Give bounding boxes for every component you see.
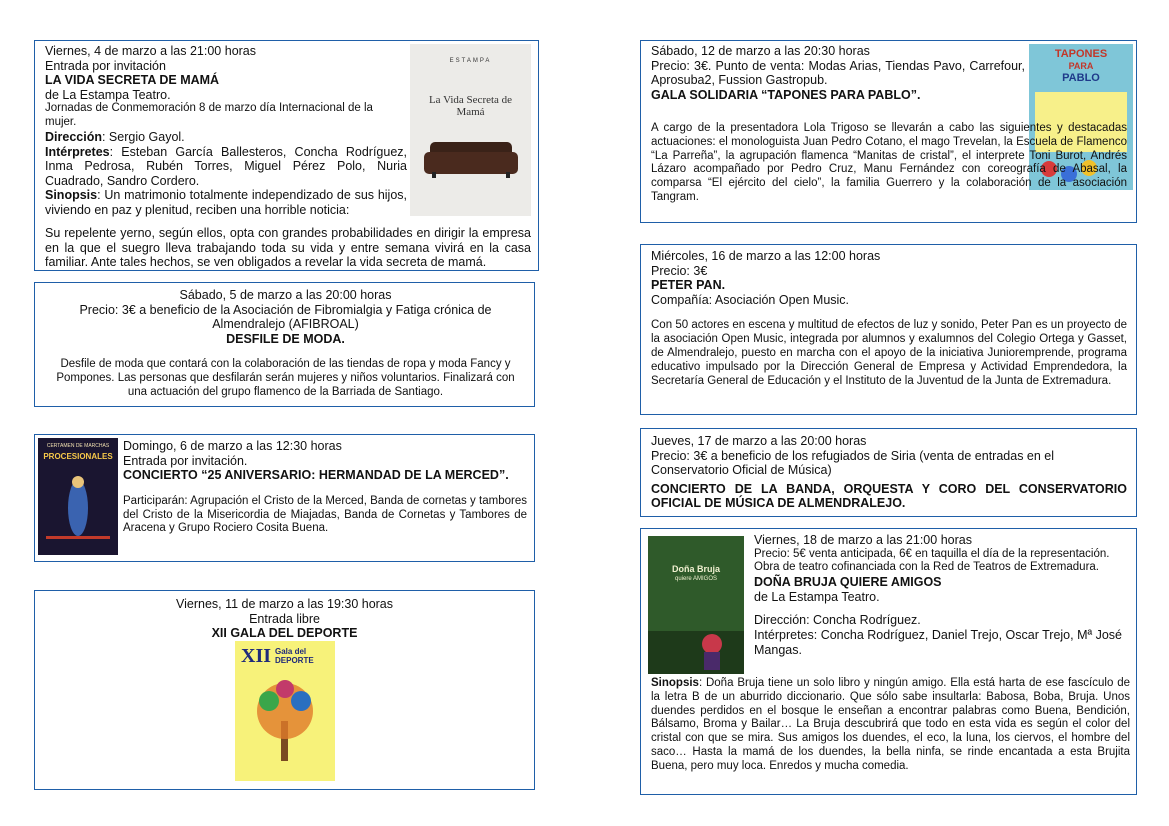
event-title: DESFILE DE MODA. bbox=[226, 331, 345, 346]
tree-icon bbox=[235, 641, 335, 781]
event-note: Jornadas de Conmemoración 8 de marzo día Internacional de la mujer. bbox=[45, 102, 373, 129]
event-title: CONCIERTO “25 ANIVERSARIO: HERMANDAD DE LA MERCED”. bbox=[123, 468, 509, 483]
forest-icon bbox=[648, 536, 744, 674]
event-entry: Entrada por invitación bbox=[45, 58, 166, 73]
event-text bbox=[651, 249, 1127, 388]
event-text bbox=[123, 439, 527, 536]
event-title: DOÑA BRUJA QUIERE AMIGOS bbox=[754, 575, 942, 590]
poster-brand: ESTAMPA bbox=[449, 58, 492, 64]
event-director: Dirección: Sergio Gayol. bbox=[45, 129, 185, 144]
poster-top: CERTAMEN DE MARCHAS bbox=[46, 443, 110, 449]
event-card-gala-deporte bbox=[34, 590, 535, 790]
poster-procesionales bbox=[38, 438, 118, 555]
event-text bbox=[754, 533, 1130, 657]
event-cast: Intérpretes: Esteban García Ballesteros, Concha Rodríguez, Inma Pedrosa, Rubén Torres, Miguel Pérez Polo, Nuria Cuadrado, Sandro Cordero. bbox=[45, 144, 407, 188]
event-card-la-vida-secreta bbox=[34, 40, 539, 271]
event-title: LA VIDA SECRETA DE MAMÁ bbox=[45, 73, 220, 88]
event-title: CONCIERTO DE LA BANDA, ORQUESTA Y CORO DEL CONSERVATORIO OFICIAL DE MÚSICA DE ALMENDRALEJO. bbox=[651, 481, 1127, 511]
event-date: Domingo, 6 de marzo a las 12:30 horas bbox=[123, 439, 342, 453]
event-price: Precio: 3€. Punto de venta: Modas Arias, Tiendas Pavo, Carrefour, Aprosuba2, Fussion Gastropub. bbox=[651, 58, 1025, 88]
event-text bbox=[35, 597, 534, 641]
poster-title-a: TAPONES bbox=[1054, 48, 1108, 60]
event-date: Jueves, 17 de marzo a las 20:00 horas bbox=[651, 434, 867, 448]
event-card-concierto-merced bbox=[34, 434, 535, 562]
event-price: Precio: 3€ a beneficio de la Asociación de Fibromialgia y Fatiga crónica de Almendralejo (AFIBROAL) bbox=[79, 302, 492, 332]
poster-la-vida-secreta bbox=[410, 44, 531, 216]
event-company: de La Estampa Teatro. bbox=[45, 87, 171, 102]
poster-title-a: Doña Bruja bbox=[671, 564, 720, 574]
event-director: Dirección: Concha Rodríguez. bbox=[754, 613, 921, 628]
event-card-tapones bbox=[640, 40, 1137, 223]
procession-icon bbox=[38, 438, 118, 555]
poster-title-b: quiere AMIGOS bbox=[674, 576, 718, 582]
event-title: XII GALA DEL DEPORTE bbox=[211, 626, 358, 641]
event-price: Precio: 3€ a beneficio de los refugiados de Siria (venta de entradas en el Conservatorio Oficial de Música) bbox=[651, 448, 1055, 478]
event-entry: Entrada por invitación. bbox=[123, 453, 248, 468]
poster-title-c: PABLO bbox=[1062, 72, 1100, 84]
event-card-desfile bbox=[34, 282, 535, 407]
event-company: Compañía: Asociación Open Music. bbox=[651, 292, 850, 307]
event-text bbox=[45, 44, 407, 218]
event-price: Precio: 3€ bbox=[651, 263, 708, 278]
event-date: Sábado, 12 de marzo a las 20:30 horas bbox=[651, 44, 870, 58]
poster-title-b: PARA bbox=[1068, 61, 1094, 71]
event-synopsis-cont: Su repelente yerno, según ellos, opta con grandes probabilidades en dirigir la empresa en la que el suegro lleva trabajando toda su vida y entre semana vivirá en la casa familiar. Ante tales hechos, se ven obligados a revelar la vida secreta de mamá. bbox=[45, 226, 531, 270]
event-title: GALA SOLIDARIA “TAPONES PARA PABLO”. bbox=[651, 87, 921, 102]
event-description: Con 50 actores en escena y multitud de efectos de luz y sonido, Peter Pan es un proyecto de la asociación Open Music, integrada por alumnos y exalumnos del Colegio Ortega y Gasset, de Almendralejo, puesto en marcha con el apoyo de la iniciativa Junioremprende, programa educativo impulsado por la Dirección General de Empresa y Actividad Emprendedora, la Secretaría General de Educación y el Instituto de la Juventud de la Junta de Extremadura. bbox=[651, 319, 1127, 387]
event-cast: Intérpretes: Concha Rodríguez, Daniel Trejo, Oscar Trejo, Mª José Mangas. bbox=[754, 627, 1122, 657]
sofa-icon bbox=[410, 44, 531, 216]
event-entry: Entrada libre bbox=[249, 611, 320, 626]
event-description: A cargo de la presentadora Lola Trigoso se llevarán a cabo las siguientes y destacadas actuaciones: el monologuista Juan Pedro Cotano, el mago Trevelan, la Escuela de Flamenco “La Parreña”, la agrupación flamenca “Manitas de cristal”, el interprete Toni Burot, Andrés Lázaro acompañado por Pedro Cruz, Manu Fernández con coreografía de Abasal, la comparsa “El ejército del cielo”, la familia Guerrero y la colaboración de la asociación Tangram. bbox=[651, 122, 1127, 203]
event-title: PETER PAN. bbox=[651, 278, 726, 293]
event-price: Precio: 5€ venta anticipada, 6€ en taquilla el día de la representación. Obra de teatro cofinanciada con la Red de Teatros de Extremadura. bbox=[754, 547, 1110, 574]
poster-title: Gala del DEPORTE bbox=[275, 647, 314, 665]
poster-title: La Vida Secreta de Mamá bbox=[428, 94, 513, 118]
event-date: Sábado, 5 de marzo a las 20:00 horas bbox=[179, 288, 392, 302]
poster-number: XII bbox=[241, 645, 272, 667]
event-date: Miércoles, 16 de marzo a las 12:00 horas bbox=[651, 249, 881, 263]
event-description: Desfile de moda que contará con la colaboración de las tiendas de ropa y moda Fancy y Pompones. Las personas que desfilarán serán mujeres y niños voluntarios. Finalizará con una actuación del grupo flamenco de la Barriada de Santiago. bbox=[56, 358, 515, 398]
event-card-conservatorio bbox=[640, 428, 1137, 517]
event-date: Viernes, 4 de marzo a las 21:00 horas bbox=[45, 44, 257, 58]
poster-title: PROCESIONALES bbox=[43, 452, 113, 461]
event-text bbox=[651, 434, 1127, 511]
event-date: Viernes, 18 de marzo a las 21:00 horas bbox=[754, 533, 972, 547]
event-company: de La Estampa Teatro. bbox=[754, 589, 880, 604]
event-card-dona-bruja bbox=[640, 528, 1137, 795]
event-synopsis: Sinopsis: Un matrimonio totalmente independizado de sus hijos, viviendo en paz y plenitud, reciben una horrible noticia: bbox=[45, 188, 407, 217]
event-description: Participarán: Agrupación el Cristo de la Merced, Banda de cornetas y tambores del Cristo de la Misericordia de Miajadas, Banda de Cornetas y Tambores de Aracena y Grupo Rociero Cosita Buena. bbox=[123, 494, 527, 535]
event-text bbox=[47, 288, 524, 400]
poster-gala-deporte bbox=[235, 641, 335, 781]
event-text bbox=[651, 44, 1025, 102]
event-card-peter-pan bbox=[640, 244, 1137, 415]
event-synopsis: Sinopsis: Doña Bruja tiene un solo libro y ningún amigo. Ella está harta de ese fascículo de la letra B de un aburrido diccionario. Que sólo sabe insultarla: Babosa, Boba, Bruja. Unos duendes perdidos en el bosque le enseñan a encontrar palabras como Buena, Bendición, Bálsamo, Broma y Bailar… La Bruja descubrirá que todo en esta vida es según el color del cristal con que se mira. Sus amigos los duendes, el eco, la luna, los ciervos, el hombre del saco… Hasta la mamá de los duendes, la bella ninfa, se rinde encantada a esta Brujita Buena, pero muy loca. Enredos y mucha comedia. bbox=[651, 677, 1130, 772]
event-date: Viernes, 11 de marzo a las 19:30 horas bbox=[175, 597, 394, 611]
poster-dona-bruja bbox=[648, 536, 744, 674]
